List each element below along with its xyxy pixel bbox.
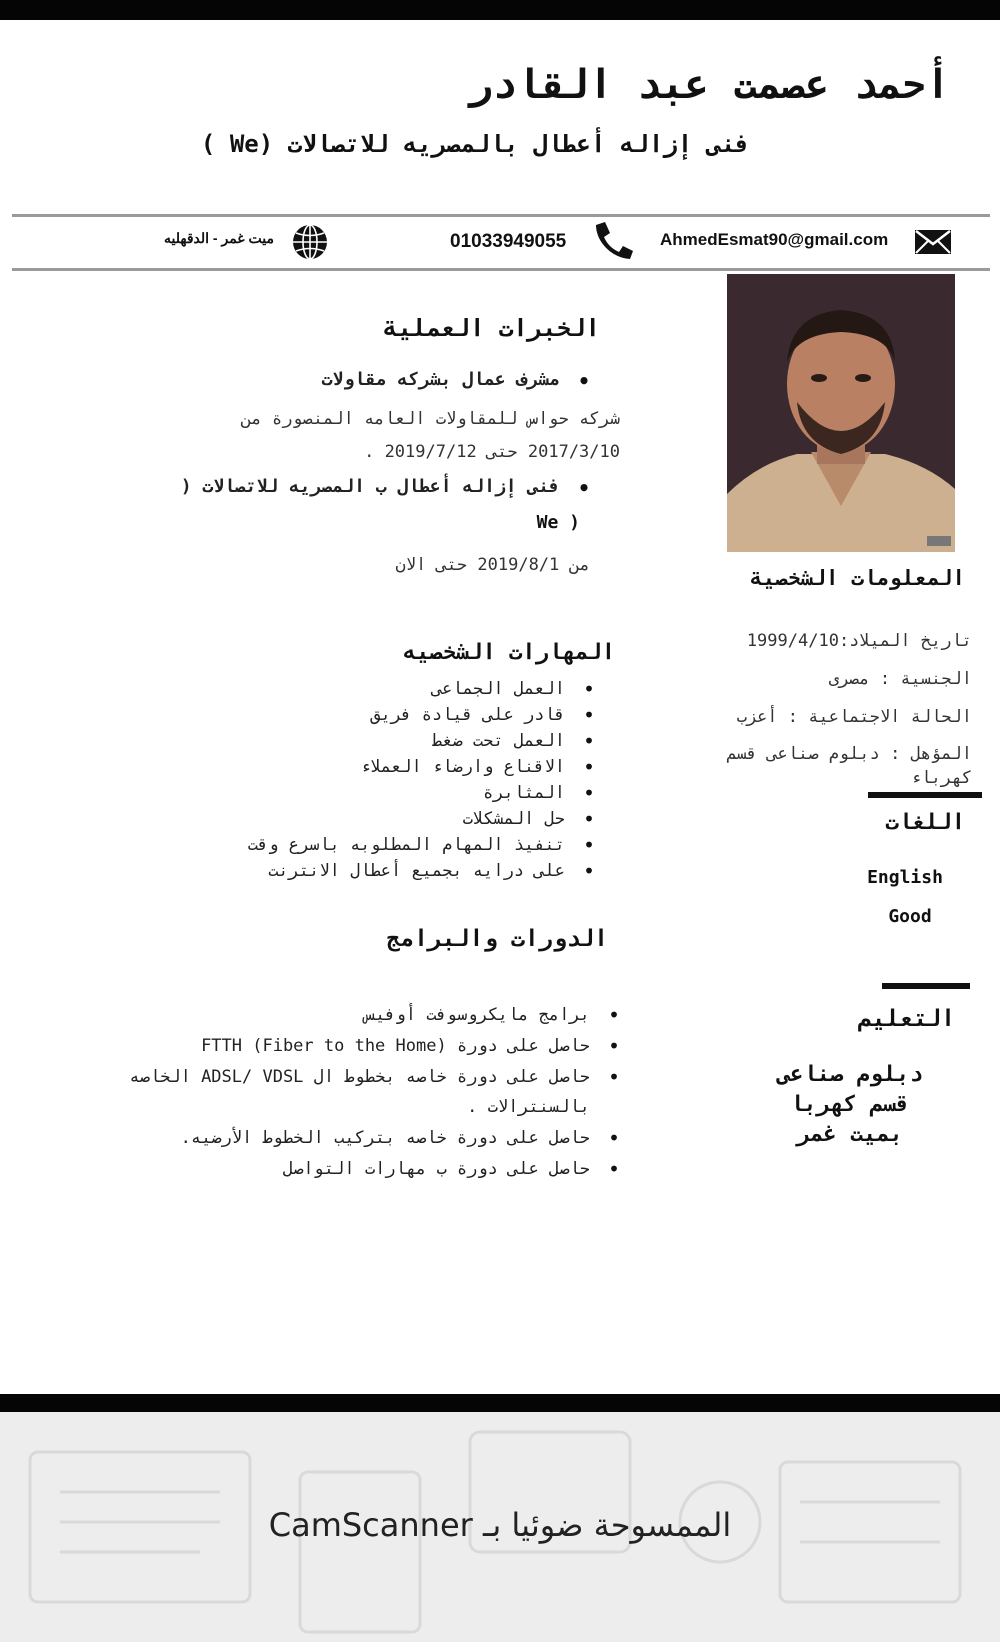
languages-bar	[868, 792, 982, 798]
course-item: • حاصل على دورة FTTH (Fiber to the Home)	[25, 1031, 620, 1061]
experience-heading: الخبرات العملية	[383, 314, 600, 342]
email-address[interactable]: AhmedEsmat90@gmail.com	[660, 230, 889, 249]
skill-item: • العمل الجماعى	[175, 676, 595, 702]
skills-heading: المهارات الشخصيه	[403, 640, 615, 665]
course-item: • حاصل على دورة ب مهارات التواصل	[25, 1154, 620, 1184]
education-degree: دبلوم صناعى	[777, 1062, 923, 1087]
education-details	[740, 1060, 960, 1150]
birth-date: تاريخ الميلاد:1999/4/10	[746, 631, 972, 651]
course-item: • برامج مايكروسوفت أوفيس	[25, 1000, 620, 1030]
experience-description	[150, 403, 620, 469]
divider-bottom	[12, 268, 990, 271]
globe-icon	[291, 223, 329, 261]
education-department: قسم كهربا	[790, 1092, 910, 1117]
camscanner-watermark: الممسوحة ضوئيا بـ CamScanner	[268, 1506, 732, 1544]
divider-top	[12, 214, 990, 217]
experience-company: شركه حواس للمقاولات العامه المنصورة من	[241, 409, 620, 429]
language-level: Good	[888, 906, 932, 927]
profile-photo	[727, 274, 955, 552]
courses-list	[25, 1000, 620, 1185]
education-location: بميت غمر	[797, 1122, 903, 1147]
marital-status: الحالة الاجتماعية : أعزب	[736, 707, 972, 727]
qualification: المؤهل : دبلوم صناعى قسم كهرباء	[726, 744, 972, 788]
experience-role: • مشرف عمال بشركه مقاولات	[290, 369, 590, 390]
skill-item: • تنفيذ المهام المطلوبه باسرع وقت	[175, 832, 595, 858]
skill-item: • قادر على قيادة فريق	[175, 702, 595, 728]
job-title: فنى إزاله أعطال بالمصريه للاتصالات (We )	[200, 130, 750, 158]
education-heading: التعليم	[858, 1006, 955, 1032]
language-name: English	[867, 867, 943, 888]
phone-number[interactable]: 01033949055	[450, 231, 567, 252]
phone-icon	[592, 220, 634, 260]
personal-info-heading: المعلومات الشخصية	[750, 566, 965, 590]
experience-list-2	[90, 476, 590, 497]
skill-item: • على درايه بجميع أعطال الانترنت	[175, 858, 595, 884]
top-border	[0, 0, 1000, 20]
course-item: • حاصل على دورة خاصه بتركيب الخطوط الأرضيه.	[25, 1123, 620, 1153]
course-item: • حاصل على دورة خاصه بخطوط ال ADSL/ VDSL الخاصه بالسنترالات .	[25, 1062, 620, 1122]
skills-list	[175, 676, 595, 884]
nationality: الجنسية : مصرى	[828, 669, 972, 689]
envelope-icon	[914, 229, 952, 255]
courses-heading: الدورات والبرامج	[386, 926, 608, 952]
location: ميت غمر - الدقهليه	[164, 230, 274, 246]
experience-dates: من 2019/8/1 حتى الان	[395, 555, 590, 575]
candidate-name: أحمد عصمت عبد القادر	[468, 62, 950, 108]
skill-item: • حل المشكلات	[175, 806, 595, 832]
skill-item: • العمل تحت ضغط	[175, 728, 595, 754]
experience-list	[290, 369, 590, 390]
education-bar	[882, 983, 970, 989]
personal-info	[672, 622, 972, 790]
skill-item: • الاقناع وارضاء العملاء	[175, 754, 595, 780]
languages-heading: اللغات	[885, 810, 965, 835]
skill-item: • المثابرة	[175, 780, 595, 806]
experience-role-cont: We )	[536, 512, 580, 533]
experience-role: • فنى إزاله أعطال ب المصريه للاتصالات (	[90, 476, 590, 497]
bottom-border	[0, 1394, 1000, 1412]
experience-dates: 2017/3/10 حتى 2019/7/12 .	[364, 442, 620, 462]
